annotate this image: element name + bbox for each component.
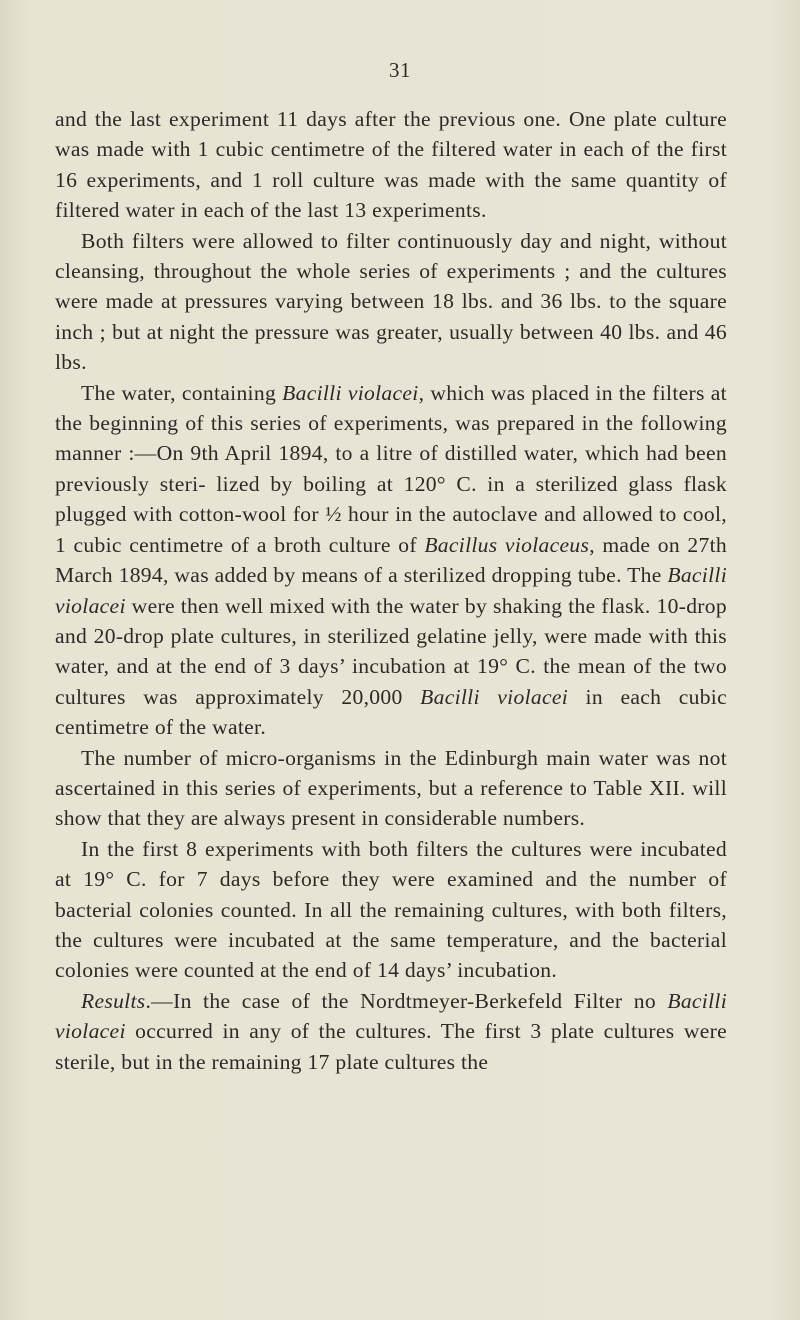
paragraph	[55, 986, 727, 1077]
text-run: , which was placed in the filters at the beginning of this series of experiments, was prepared in the following manner :—On 9th April 1894, to a litre of distilled water, which had been previously steri- lized by boiling at 120° C. in a sterilized glass flask plugged with cotton-wool for ½ hour in the autoclave and allowed to cool, 1 cubic centimetre of a broth culture of	[55, 380, 727, 557]
italic-text: Bacilli violacei	[55, 563, 727, 618]
paragraph	[55, 834, 727, 986]
paragraph	[55, 226, 727, 378]
paragraph	[55, 743, 727, 834]
italic-text: Bacilli violacei	[420, 684, 569, 709]
page-number: 31	[389, 58, 411, 82]
italic-text: Bacilli violacei	[282, 380, 419, 405]
italic-text: Bacillus violaceus	[424, 532, 590, 557]
italic-text: Results	[81, 988, 146, 1013]
text-run: were then well mixed with the water by shaking the flask. 10-drop and 20-drop plate cultures, in sterilized gelatine jelly, were made with this water, and at the end of 3 days’ incubation at 19° C. the mean of the two cultures was approximately 20,000	[55, 593, 727, 709]
text-run: In the first 8 experiments with both filters the cultures were incubated at 19° C. for 7 days before they were examined and the number of bacterial colonies counted. In all the remaining cultures, with both filters, the cultures were incubated at the same temperature, and the bacterial colonies were counted at the end of 14 days’ incubation.	[55, 836, 727, 983]
body-text	[55, 104, 727, 1077]
text-run: , made on 27th March 1894, was added by means of a sterilized dropping tube. The	[55, 532, 727, 588]
paragraph	[55, 378, 727, 743]
text-run: .—In the case of the Nordtmeyer-Berkefeld Filter no	[145, 988, 668, 1013]
text-run: Both filters were allowed to filter continuously day and night, without cleansing, throughout the whole series of experiments ; and the cultures were made at pressures varying between 18 lbs. and 36 lbs. to the square inch ; but at night the pressure was greater, usually between 40 lbs. and 46 lbs.	[55, 228, 727, 375]
italic-text: Bacilli violacei	[55, 988, 727, 1044]
text-run: and the last experiment 11 days after the previous one. One plate culture was made with 1 cubic centimetre of the filtered water in each of the first 16 experiments, and 1 roll culture was made with the same quantity of filtered water in each of the last 13 experiments.	[55, 107, 727, 223]
text-run: occurred in any of the cultures. The first 3 plate cultures were sterile, but in the remaining 17 plate cultures the	[55, 1019, 727, 1074]
text-run: The water, containing	[81, 380, 283, 405]
paragraph	[55, 104, 727, 226]
text-run: in each cubic centimetre of the water.	[55, 684, 727, 740]
text-run: The number of micro-organisms in the Edinburgh main water was not ascertained in this series of experiments, but a reference to Table XII. will show that they are always present in considerable numbers.	[55, 745, 727, 831]
